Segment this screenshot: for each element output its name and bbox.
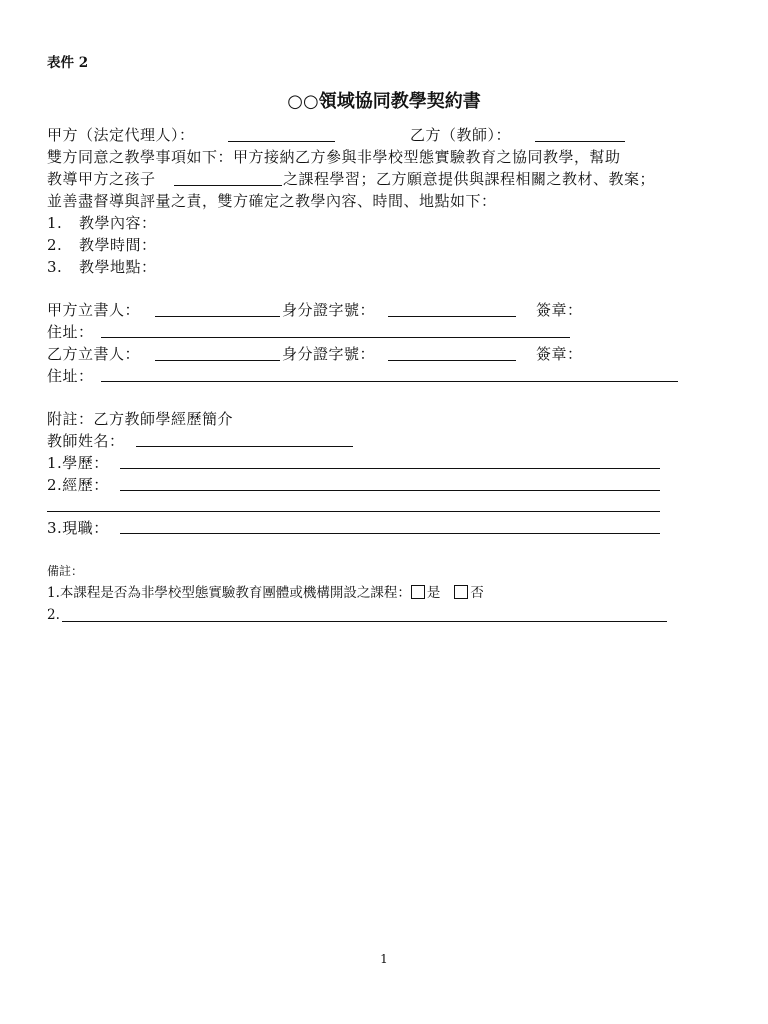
signer-b-label: 乙方立書人： <box>47 345 141 363</box>
remarks-title: 備註： <box>47 564 84 578</box>
party-b-label: 乙方（教師）： <box>410 126 512 144</box>
party-a-label: 甲方（法定代理人）： <box>47 126 195 144</box>
item-time-num: 2. <box>47 236 63 254</box>
signer-b-address-label: 住址： <box>47 367 94 385</box>
item-content-label: 教學內容： <box>79 214 157 232</box>
education-label: 1.學歷： <box>47 454 109 472</box>
remarks-item-2-label: 2. <box>47 607 60 623</box>
party-a-blank[interactable] <box>228 141 335 142</box>
experience-blank-2[interactable] <box>47 511 660 512</box>
signer-a-name-blank[interactable] <box>155 316 280 317</box>
intro-line-3: 並善盡督導與評量之責，雙方確定之教學內容、時間、地點如下： <box>47 192 497 210</box>
appendix-title: 附註：乙方教師學經歷簡介 <box>47 410 234 428</box>
experience-label: 2.經歷： <box>47 476 109 494</box>
item-time-label: 教學時間： <box>79 236 157 254</box>
item-place-label: 教學地點： <box>79 258 157 276</box>
signer-a-address-blank[interactable] <box>101 337 570 338</box>
page-title: ○○領域協同教學契約書 <box>287 91 481 112</box>
form-label: 表件 2 <box>47 55 89 71</box>
signer-a-id-label: 身分證字號： <box>282 301 376 319</box>
education-blank[interactable] <box>120 468 660 469</box>
teacher-name-label: 教師姓名： <box>47 432 125 450</box>
signer-b-address-blank[interactable] <box>101 381 678 382</box>
yes-label: 是 <box>426 585 441 601</box>
remarks-item-1 <box>47 584 484 602</box>
intro-line-2b: 之課程學習；乙方願意提供與課程相關之教材、教案； <box>283 170 656 188</box>
page-number: 1 <box>380 952 388 966</box>
teacher-name-blank[interactable] <box>136 446 353 447</box>
signer-a-label: 甲方立書人： <box>47 301 141 319</box>
experience-blank-1[interactable] <box>120 490 660 491</box>
signer-a-seal-label: 簽章： <box>536 301 583 319</box>
intro-line-2a: 教導甲方之孩子 <box>47 170 156 188</box>
child-name-blank[interactable] <box>174 185 282 186</box>
signer-b-seal-label: 簽章： <box>536 345 583 363</box>
yes-checkbox[interactable] <box>411 585 425 599</box>
no-checkbox[interactable] <box>454 585 468 599</box>
signer-b-id-blank[interactable] <box>388 360 516 361</box>
signer-a-address-label: 住址： <box>47 323 94 341</box>
signer-b-id-label: 身分證字號： <box>282 345 376 363</box>
current-job-blank[interactable] <box>120 533 660 534</box>
no-label: 否 <box>470 585 484 601</box>
remarks-item-2-blank[interactable] <box>62 621 667 622</box>
party-b-blank[interactable] <box>535 141 625 142</box>
item-place-num: 3. <box>47 258 63 276</box>
current-job-label: 3.現職： <box>47 519 109 537</box>
intro-line-1: 雙方同意之教學事項如下：甲方接納乙方參與非學校型態實驗教育之協同教學，幫助 <box>47 148 621 166</box>
item-content-num: 1. <box>47 214 63 232</box>
remarks-item-1-text: 1.本課程是否為非學校型態實驗教育團體或機構開設之課程： <box>47 585 411 601</box>
signer-b-name-blank[interactable] <box>155 360 280 361</box>
signer-a-id-blank[interactable] <box>388 316 516 317</box>
